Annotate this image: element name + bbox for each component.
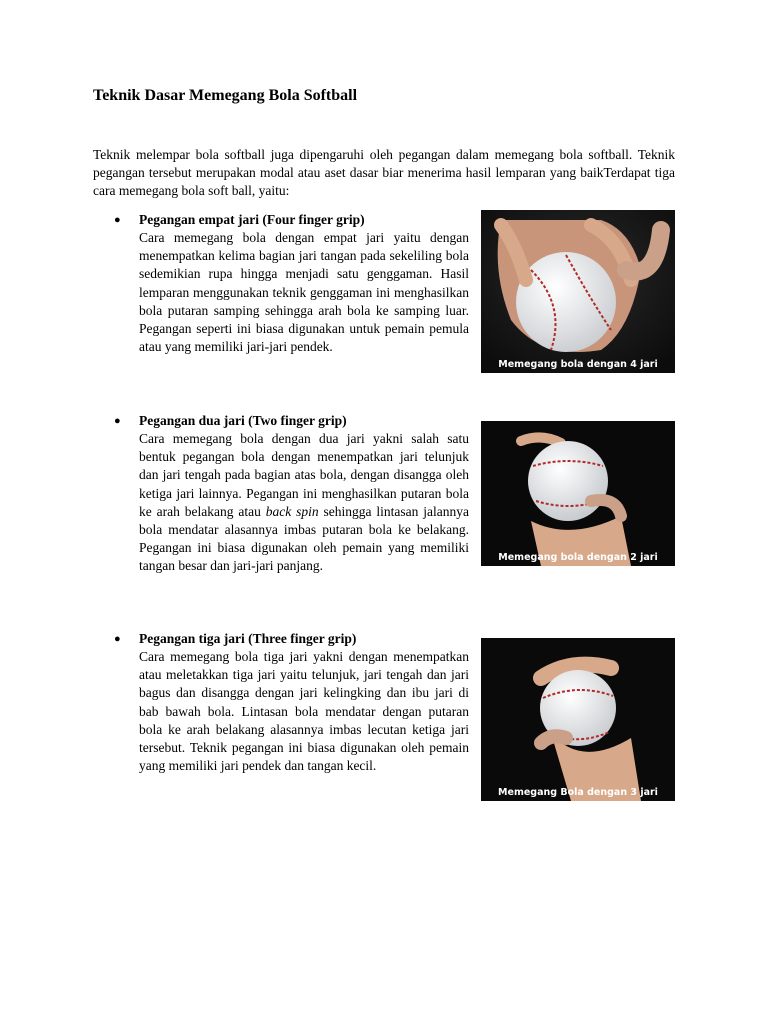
section-body: Cara memegang bola dengan empat jari yaitu dengan menempatkan kelima bagian jari tangan pada sekeliling bola sedemikian rupa hingga menjadi satu genggaman. Hasil lemparan menggunakan teknik genggaman ini menghasilkan bola putaran samping sehingga arah bola ke samping luar. Pegangan seperti ini biasa digunakan untuk pemain pemula atau yang memiliki jari-jari pendek. <box>139 230 469 355</box>
section-body-text: sehingga lintasan jalannya bola mendatar alasannya imbas putaran bola ke belakang. Pegangan ini biasa digunakan oleh pemain yang memiliki tangan besar dan jari-jari panjang. <box>139 503 469 574</box>
two-finger-grip-photo <box>481 421 675 566</box>
photo-caption: Memegang bola dengan 4 jari <box>498 359 658 370</box>
four-finger-grip-photo <box>481 210 675 373</box>
section-body <box>139 430 469 576</box>
photo-caption: Memegang Bola dengan 3 jari <box>498 787 658 798</box>
three-finger-grip-photo <box>481 638 675 801</box>
section-body-emphasis: back spin <box>265 503 319 519</box>
bullet-icon: ● <box>114 633 121 645</box>
bullet-icon: ● <box>114 214 121 226</box>
section-heading: Pegangan dua jari (Two finger grip) <box>139 413 347 428</box>
section-heading: Pegangan empat jari (Four finger grip) <box>139 212 365 227</box>
bullet-icon: ● <box>114 415 121 427</box>
section-heading: Pegangan tiga jari (Three finger grip) <box>139 631 357 646</box>
two-finger-grip-illustration <box>481 421 675 566</box>
intro-paragraph: Teknik melempar bola softball juga dipengaruhi oleh pegangan dalam memegang bola softball. Teknik pegangan tersebut merupakan modal atau aset dasar biar menerima hasil lemparan yang baikTerdapat tiga cara memegang bola soft ball, yaitu: <box>93 147 675 198</box>
photo-caption: Memegang bola dengan 2 jari <box>498 552 658 563</box>
section-body-text: Cara memegang bola dengan dua jari yakni salah satu bentuk pegangan bola dengan menempatkan jari telunjuk dan jari tengah pada bagian atas bola, dengan disangga oleh ketiga jari lainnya. Pegangan ini menghasilkan putaran bola ke arah belakang atau <box>139 431 469 519</box>
four-finger-grip-illustration <box>481 210 675 373</box>
section-body: Cara memegang bola tiga jari yakni dengan menempatkan atau meletakkan tiga jari yaitu telunjuk, jari tengah dan jari bagus dan disangga dengan jari kelingking dan ibu jari di bab bawah bola. Lintasan bola mendatar dengan putaran bola ke arah belakang alasannya imbas lecutan ketiga jari tersebut. Teknik pegangan ini biasa digunakan oleh pemain yang memiliki jari pendek dan tangan kecil. <box>139 649 469 774</box>
three-finger-grip-illustration <box>481 638 675 801</box>
document-title: Teknik Dasar Memegang Bola Softball <box>93 87 358 104</box>
